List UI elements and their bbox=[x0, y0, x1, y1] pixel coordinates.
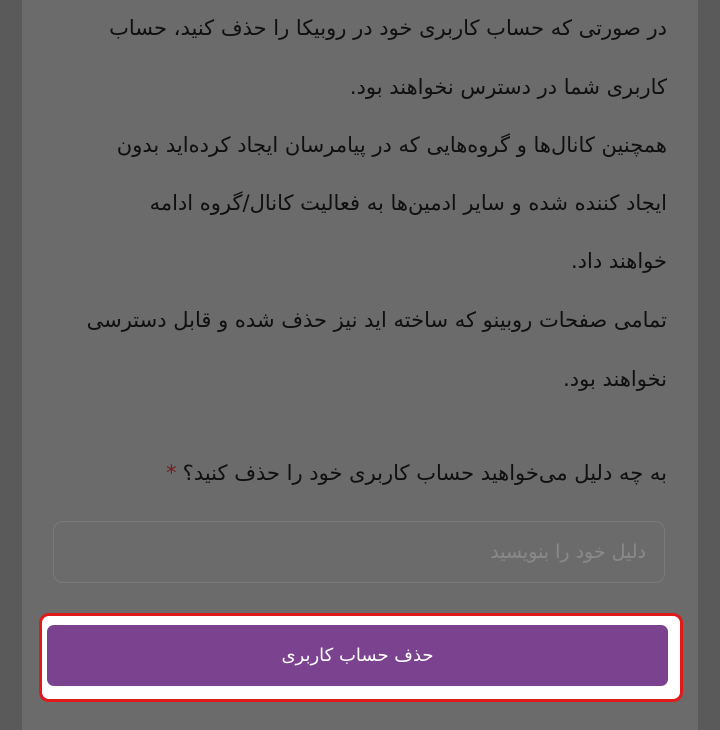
required-marker: * bbox=[166, 461, 177, 485]
reason-input-box bbox=[53, 521, 665, 583]
delete-account-button[interactable]: حذف حساب کاربری bbox=[47, 625, 668, 686]
reason-question-text: به چه دلیل می‌خواهید حساب کاربری خود را حذف کنید؟ bbox=[182, 461, 667, 485]
warning-line: همچنین کانال‌ها و گروه‌هایی که در پیامرسان ایجاد کرده‌اید بدون bbox=[116, 133, 667, 157]
reason-input[interactable] bbox=[54, 522, 664, 582]
warning-line: کاربری شما در دسترس نخواهند بود. bbox=[349, 75, 667, 99]
reason-question-label bbox=[166, 458, 667, 488]
warning-line: نخواهند بود. bbox=[563, 367, 667, 391]
warning-line: خواهند داد. bbox=[571, 249, 667, 273]
warning-line: در صورتی که حساب کاربری خود در روبیکا را حذف کنید، حساب bbox=[109, 16, 667, 40]
warning-line: ایجاد کننده شده و سایر ادمین‌ها به فعالیت کانال/گروه ادامه bbox=[149, 191, 667, 215]
warning-line: تمامی صفحات روبینو که ساخته اید نیز حذف شده و قابل دسترسی bbox=[86, 308, 667, 332]
